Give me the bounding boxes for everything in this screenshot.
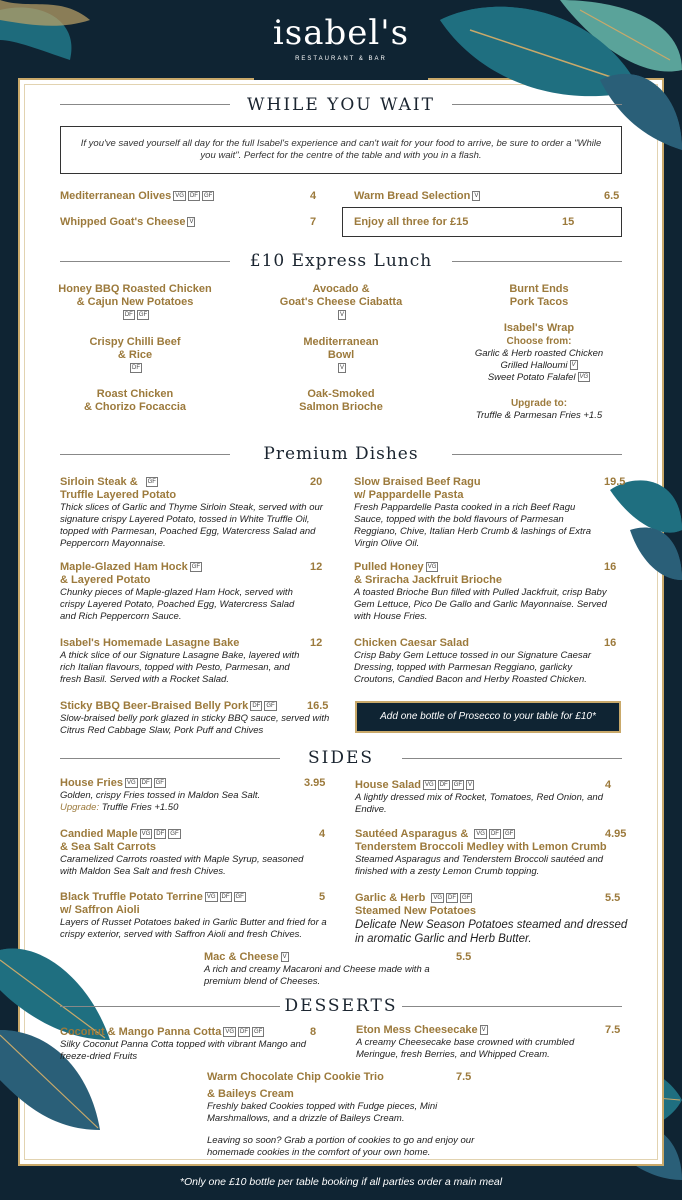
item-price: 7.5 bbox=[456, 1071, 472, 1083]
deal-price: 15 bbox=[562, 216, 575, 228]
menu-item: Warm Bread Selection V bbox=[354, 190, 479, 202]
menu-item: Coconut & Mango Panna Cotta VG DF GF Silky Coconut Panna Cotta topped with vibrant Mango and freeze-dried Fruits bbox=[60, 1026, 307, 1062]
section-title-desserts: DESSERTS bbox=[284, 996, 398, 1016]
item-price: 4 bbox=[310, 190, 317, 202]
section-title-sides: SIDES bbox=[307, 748, 375, 768]
menu-item: Chicken Caesar Salad Crisp Baby Gem Lettuce tossed in our Signature Caesar Dressing, topped with Parmesan Reggiano, garlicky Croutons, Candied Bacon and Herby Roasted Chicken. bbox=[354, 637, 592, 685]
menu-item: Eton Mess Cheesecake V A creamy Cheesecake base crowned with crumbled Meringue, fresh Berries, and Whipped Cream. bbox=[356, 1024, 575, 1060]
item-price: 6.5 bbox=[604, 190, 620, 202]
item-price: 5.5 bbox=[456, 951, 472, 963]
item-price: 16 bbox=[604, 637, 617, 649]
item-price: 16 bbox=[604, 561, 617, 573]
menu-item: Sautéed Asparagus & VG DF GF Tenderstem Broccoli Medley with Lemon Crumb Steamed Asparagus and Tenderstem Broccoli sautéed and finished with a zesty Lemon Crumb topping. bbox=[355, 828, 607, 877]
item-price: 7 bbox=[310, 216, 317, 228]
menu-item: Garlic & Herb VG DF GF Steamed New Potatoes Delicate New Season Potatoes steamed and dressed in aromatic Garlic and Herb Butter. bbox=[355, 892, 628, 945]
express-upgrade: Upgrade to: Truffle & Parmesan Fries +1.5 bbox=[475, 398, 603, 421]
menu-item: Mac & Cheese V A rich and creamy Macaroni and Cheese made with a premium blend of Cheeses. bbox=[204, 951, 430, 987]
prosecco-offer: Add one bottle of Prosecco to your table for £10* bbox=[355, 701, 621, 733]
menu-item: House Fries VG DF GF Golden, crispy Fries tossed in Maldon Sea Salt. Upgrade: Truffle Fries +1.50 bbox=[60, 777, 261, 813]
item-price: 5 bbox=[319, 891, 326, 903]
footer-note: *Only one £10 bottle per table booking if all parties order a main meal bbox=[179, 1176, 503, 1188]
section-title-express-lunch: £10 Express Lunch bbox=[249, 251, 433, 271]
item-price: 4 bbox=[605, 779, 612, 791]
leaf-overlay-mid-icon bbox=[610, 480, 682, 532]
item-price: 12 bbox=[310, 637, 323, 649]
item-price: 4 bbox=[319, 828, 326, 840]
express-item: Mediterranean Bowl V bbox=[303, 336, 379, 372]
item-price: 16.5 bbox=[307, 700, 329, 712]
brand-logo bbox=[254, 0, 428, 80]
menu-item: Whipped Goat's Cheese V bbox=[60, 216, 194, 228]
menu-item: Black Truffle Potato Terrine VG DF GF w/ Saffron Aioli Layers of Russet Potatoes baked in Garlic Butter and fried for a crispy exterior, served with Saffron Aioli and fresh Chives. bbox=[60, 891, 327, 940]
express-item: Crispy Chilli Beef & Rice DF bbox=[89, 336, 181, 372]
brand-subtitle: RESTAURANT & BAR bbox=[295, 56, 387, 62]
menu-item: Maple-Glazed Ham Hock GF & Layered Potato Chunky pieces of Maple-glazed Ham Hock, served with crispy Layered Potato, Poached Egg, Watercress Salad and Rich Peppercorn Sauce. bbox=[60, 561, 295, 622]
item-price: 12 bbox=[310, 561, 323, 573]
brand-name: isabel's bbox=[272, 13, 410, 53]
express-item: Honey BBQ Roasted Chicken & Cajun New Potatoes DF GF bbox=[58, 283, 212, 319]
express-item: Burnt Ends Pork Tacos bbox=[509, 283, 569, 308]
menu-item: Sirloin Steak & GF Truffle Layered Potato Thick slices of Garlic and Thyme Sirloin Steak, served with our signature crispy Layered Potato, tossed in White Truffle Oil, topped with Parmesan, Poached Egg, Watercress Salad and Peppercorn Mayonnaise. bbox=[60, 476, 323, 549]
express-wrap: Isabel's Wrap Choose from: Garlic & Herb roasted Chicken Grilled Halloumi V Sweet Potato Falafel VG bbox=[474, 322, 604, 383]
menu-item: Warm Chocolate Chip Cookie Trio & Baileys Cream Freshly baked Cookies topped with Fudge pieces, Mini Marshmallows, and a drizzle of Baileys Cream. Leaving so soon? Grab a portion of cookies to go and enjoy our homemade cookies in the comfort of your own home. bbox=[207, 1071, 475, 1158]
item-price: 8 bbox=[310, 1026, 317, 1038]
menu-item: House Salad VG DF GF V A lightly dressed mix of Rocket, Tomatoes, Red Onion, and Endive. bbox=[355, 779, 604, 815]
intro-text: If you've saved yourself all day for the full Isabel's experience and can't wait for your food to arrive, be sure to order a "While you wait". Perfect for the centre of the table and with you in a flash. bbox=[60, 126, 622, 174]
deal-label: Enjoy all three for £15 bbox=[354, 216, 469, 228]
item-price: 5.5 bbox=[605, 892, 621, 904]
item-price: 19.5 bbox=[604, 476, 626, 488]
express-item: Avocado & Goat's Cheese Ciabatta V bbox=[279, 283, 403, 319]
menu-item: Mediterranean Olives VG DF GF bbox=[60, 190, 213, 202]
express-item: Oak-Smoked Salmon Brioche bbox=[299, 388, 383, 413]
menu-item: Isabel's Homemade Lasagne Bake A thick slice of our Signature Lasagne Bake, layered with rich Italian flavours, topped with Pesto, Parmesan, and fresh Basil. Served with a Rocket Salad. bbox=[60, 637, 300, 685]
menu-item: Slow Braised Beef Ragu w/ Pappardelle Pasta Fresh Pappardelle Pasta cooked in a rich Beef Ragu Sauce, topped with the bold flavours of Parmesan Reggiano, Chive, Italian Herb Crumb & lashings of Extra Virgin Olive Oil. bbox=[354, 476, 592, 549]
section-title-while-you-wait: WHILE YOU WAIT bbox=[247, 95, 435, 115]
item-price: 4.95 bbox=[605, 828, 627, 840]
menu-item: Pulled Honey VG & Sriracha Jackfruit Brioche A toasted Brioche Bun filled with Pulled Jackfruit, crisp Baby Gem Lettuce, Pico De Gallo and Garlic Mayonnaise. Served with House Fries. bbox=[354, 561, 607, 622]
item-price: 3.95 bbox=[304, 777, 326, 789]
section-title-premium: Premium Dishes bbox=[263, 444, 419, 464]
menu-item: Candied Maple VG DF GF & Sea Salt Carrots Caramelized Carrots roasted with Maple Syrup, seasoned with Maldon Sea Salt and fresh Chives. bbox=[60, 828, 304, 877]
item-price: 7.5 bbox=[605, 1024, 621, 1036]
item-price: 20 bbox=[310, 476, 323, 488]
menu-item: Sticky BBQ Beer-Braised Belly Pork DF GF Slow-braised belly pork glazed in sticky BBQ sauce, served with Citrus Red Cabbage Slaw, Pork Puff and Chives bbox=[60, 700, 330, 736]
express-item: Roast Chicken & Chorizo Focaccia bbox=[83, 388, 187, 413]
